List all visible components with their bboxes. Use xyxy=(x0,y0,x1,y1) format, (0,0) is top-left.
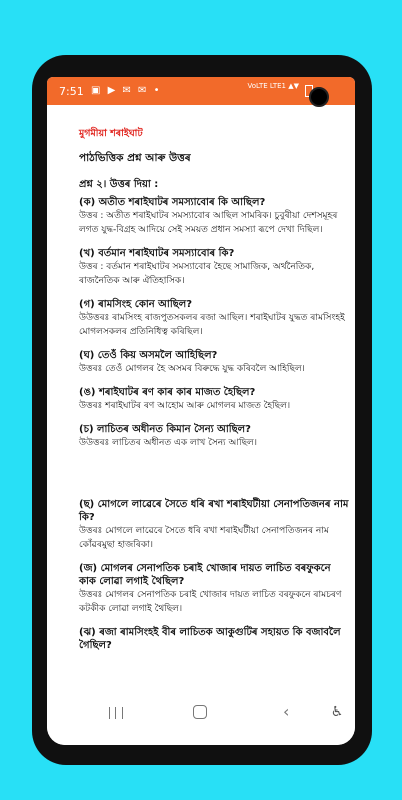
qa-item xyxy=(79,349,349,376)
section-title: পাঠভিত্তিক প্ৰশ্ন আৰু উত্তৰ xyxy=(79,152,191,164)
answer-text: উত্তৰ : অতীত শৰাইঘাটৰ সমস্যাবোৰ আছিল সামৰিক। চুবুৰীয়া দেশসমূহৰ লগত যুদ্ধ-বিগ্ৰহ আদিয়ে সেই সময়ত প্ৰধান সমস্যা ৰূপে দেখা দিছিল। xyxy=(79,211,338,235)
notification-icons: ▣ ▶ ✉ ✉ • xyxy=(91,85,162,96)
question-prompt: প্ৰশ্ন ২। উত্তৰ দিয়া : xyxy=(79,179,159,190)
recent-apps-icon[interactable] xyxy=(109,707,123,719)
question-text: (গ) ৰামসিংহ কোন আছিল? xyxy=(79,299,193,310)
answer-text: উউত্তৰঃ ৰামসিংহ ৰাজপুতসকলৰ ৰজা আছিল। শৰাইঘাটৰ যুদ্ধত ৰামসিংহই মোগলসকলৰ প্ৰতিনিধিত্ব কৰিছিল। xyxy=(79,313,345,337)
article-content[interactable] xyxy=(47,105,355,681)
answer-text: উত্তৰঃ শৰাইঘাটৰ ৰণ আহোম আৰু মোগলৰ মাজত হৈছিল। xyxy=(79,401,291,411)
question-text: (ছ) মোগলে লাৱেৰে সৈতে ধৰি ৰখা শৰাইঘটীয়া সেনাপতিজনৰ নাম কি? xyxy=(79,499,349,523)
answer-text: উত্তৰঃ মোগলৰ সেনাপতিক চৰাই খোজাৰ দায়ত লাচিত বৰফুকনে ৰামচৰণ কটকীক লোৱা লগাই থৈছিল। xyxy=(79,590,342,614)
qa-item xyxy=(79,298,349,339)
question-text: (চ) লাচিতৰ অধীনত কিমান সৈন্য আছিল? xyxy=(79,424,251,435)
back-icon[interactable]: ‹ xyxy=(283,702,290,721)
answer-text: উত্তৰঃ মোগলে লাৱেৰে সৈতে ধৰি ৰখা শৰাইঘটীয়া সেনাপতিজনৰ নাম কোঁৱৰমুছা হাজৰিকা। xyxy=(79,526,329,550)
chapter-title: মুগমীয়া শৰাইঘাট xyxy=(79,128,143,139)
phone-screen xyxy=(47,77,355,745)
home-icon[interactable] xyxy=(193,705,207,719)
qa-item xyxy=(79,498,349,552)
answer-text: উত্তৰ : বৰ্তমান শৰাইঘাটৰ সমস্যাবোৰ হৈছে সামাজিক, অৰ্থনৈতিক, ৰাজনৈতিক আৰু ঐতিহাসিক। xyxy=(79,262,315,286)
qa-item xyxy=(79,196,349,237)
qa-item xyxy=(79,386,349,413)
question-text: (ঙ) শৰাইঘাটৰ ৰণ কাৰ কাৰ মাজত হৈছিল? xyxy=(79,387,256,398)
answer-text: উত্তৰঃ তেওঁ মোগলৰ হৈ অসমৰ বিৰুদ্ধে যুদ্ধ কৰিবলৈ আহিছিল। xyxy=(79,364,305,374)
camera-icon xyxy=(309,87,329,107)
status-time: 7:51 xyxy=(59,85,84,98)
question-text: (ঝ) ৰজা ৰামসিংহই বীৰ লাচিতক আকুগুটিৰ সহায়ত কি বজাবলৈ গৈছিল? xyxy=(79,627,341,651)
question-text: (খ) বৰ্তমান শৰাইঘাটৰ সমস্যাবোৰ কি? xyxy=(79,248,235,259)
accessibility-icon[interactable]: ♿ xyxy=(330,704,344,720)
question-text: (ঘ) তেওঁ কিয় অসমলৈ আহিছিল? xyxy=(79,350,218,361)
qa-item xyxy=(79,247,349,288)
question-text: (জ) মোগলৰ সেনাপতিক চৰাই খোজাৰ দায়ত লাচিত বৰফুকনে কাক লোৱা লগাই থৈছিল? xyxy=(79,563,331,587)
qa-item xyxy=(79,423,349,450)
qa-item xyxy=(79,626,349,652)
navigation-bar xyxy=(47,681,355,745)
question-text: (ক) অতীত শৰাইঘাটৰ সমস্যাবোৰ কি আছিল? xyxy=(79,197,266,208)
answer-text: উউত্তৰঃ লাচিতৰ অধীনত এক লাখ সৈন্য আছিল। xyxy=(79,438,257,448)
content-gap xyxy=(79,460,349,498)
network-status-icon: VoLTE LTE1 ▲▼ xyxy=(247,82,299,90)
qa-item xyxy=(79,562,349,616)
